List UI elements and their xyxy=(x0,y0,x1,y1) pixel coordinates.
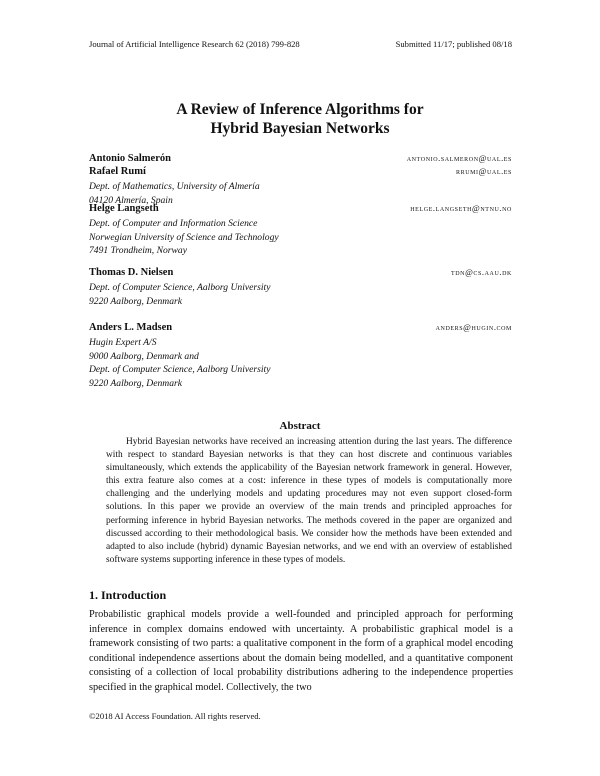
abstract-text: Hybrid Bayesian networks have received an increasing attention during the last years. The difference with respect to standard Bayesian networks is that they can host discrete and continuous variables simultaneously, which extends the applicability of the Bayesian network framework in general. However, this extra feature also comes at a cost: inference in these types of models is computationally more challenging and the underlying models and updating procedures may not even support closed-form solutions. In this paper we provide an overview of the main trends and principled approaches for performing inference in hybrid Bayesian networks. The methods covered in the paper are organized and discussed according to their methodological basis. We consider how the methods have been extended and adapted to also include (hybrid) dynamic Bayesian networks, and we end with an overview of established software systems supporting inference in these types of models. xyxy=(106,437,512,565)
affiliation-line: 9220 Aalborg, Denmark xyxy=(89,377,183,389)
journal-header: Journal of Artificial Intelligence Research 62 (2018) 799-828 xyxy=(89,39,300,49)
affiliation-ntnu xyxy=(89,217,279,258)
paper-title xyxy=(0,100,600,138)
author-email-nielsen[interactable]: tdn@cs.aau.dk xyxy=(450,268,512,277)
affiliation-line: Norwegian University of Science and Technology xyxy=(89,231,279,243)
author-name-madsen: Anders L. Madsen xyxy=(89,322,173,333)
title-line-2: Hybrid Bayesian Networks xyxy=(210,120,390,137)
submission-dates: Submitted 11/17; published 08/18 xyxy=(395,39,512,49)
affiliation-line: 7491 Trondheim, Norway xyxy=(89,245,187,256)
author-name-langseth: Helge Langseth xyxy=(89,203,159,214)
affiliation-line: Hugin Expert A/S xyxy=(89,337,157,348)
affiliation-line: Dept. of Computer and Information Science xyxy=(89,218,258,229)
affiliation-line: 9000 Aalborg, Denmark and xyxy=(89,350,199,362)
affiliation-aau xyxy=(89,281,270,308)
abstract-heading: Abstract xyxy=(279,420,321,432)
affiliation-line: Dept. of Mathematics, University of Almería xyxy=(89,181,260,192)
author-email-langseth[interactable]: helge.langseth@ntnu.no xyxy=(410,204,512,213)
affiliation-line: Dept. of Computer Science, Aalborg University xyxy=(89,282,271,293)
author-name-rumi: Rafael Rumí xyxy=(89,166,146,177)
affiliation-line: 9220 Aalborg, Denmark xyxy=(89,295,183,307)
author-email-rumi[interactable]: rrumi@ual.es xyxy=(455,167,512,176)
affiliation-line: 04120 Almería, Spain xyxy=(89,194,173,206)
affiliation-line: Dept. of Computer Science, Aalborg University xyxy=(89,364,271,375)
affiliation-hugin xyxy=(89,336,270,390)
author-name-salmeron: Antonio Salmerón xyxy=(89,153,171,164)
title-line-1: A Review of Inference Algorithms for xyxy=(176,101,424,118)
copyright-footer: ©2018 AI Access Foundation. All rights reserved. xyxy=(89,711,261,721)
author-name-nielsen: Thomas D. Nielsen xyxy=(89,267,174,278)
author-email-salmeron[interactable]: antonio.salmeron@ual.es xyxy=(406,154,512,163)
author-email-madsen[interactable]: anders@hugin.com xyxy=(435,323,512,332)
section-heading-introduction: 1. Introduction xyxy=(89,588,167,602)
introduction-paragraph: Probabilistic graphical models provide a well-founded and principled approach for performing inference in complex domains endowed with uncertainty. A probabilistic graphical model is a framework consisting of two parts: a qualitative component in the form of a graphical model encoding conditional independence assertions about the domain being modelled, and a quantitative component consisting of a collection of local probability distributions adhering to the independence properties specified in the graphical model. Collectively, the two xyxy=(89,609,513,693)
